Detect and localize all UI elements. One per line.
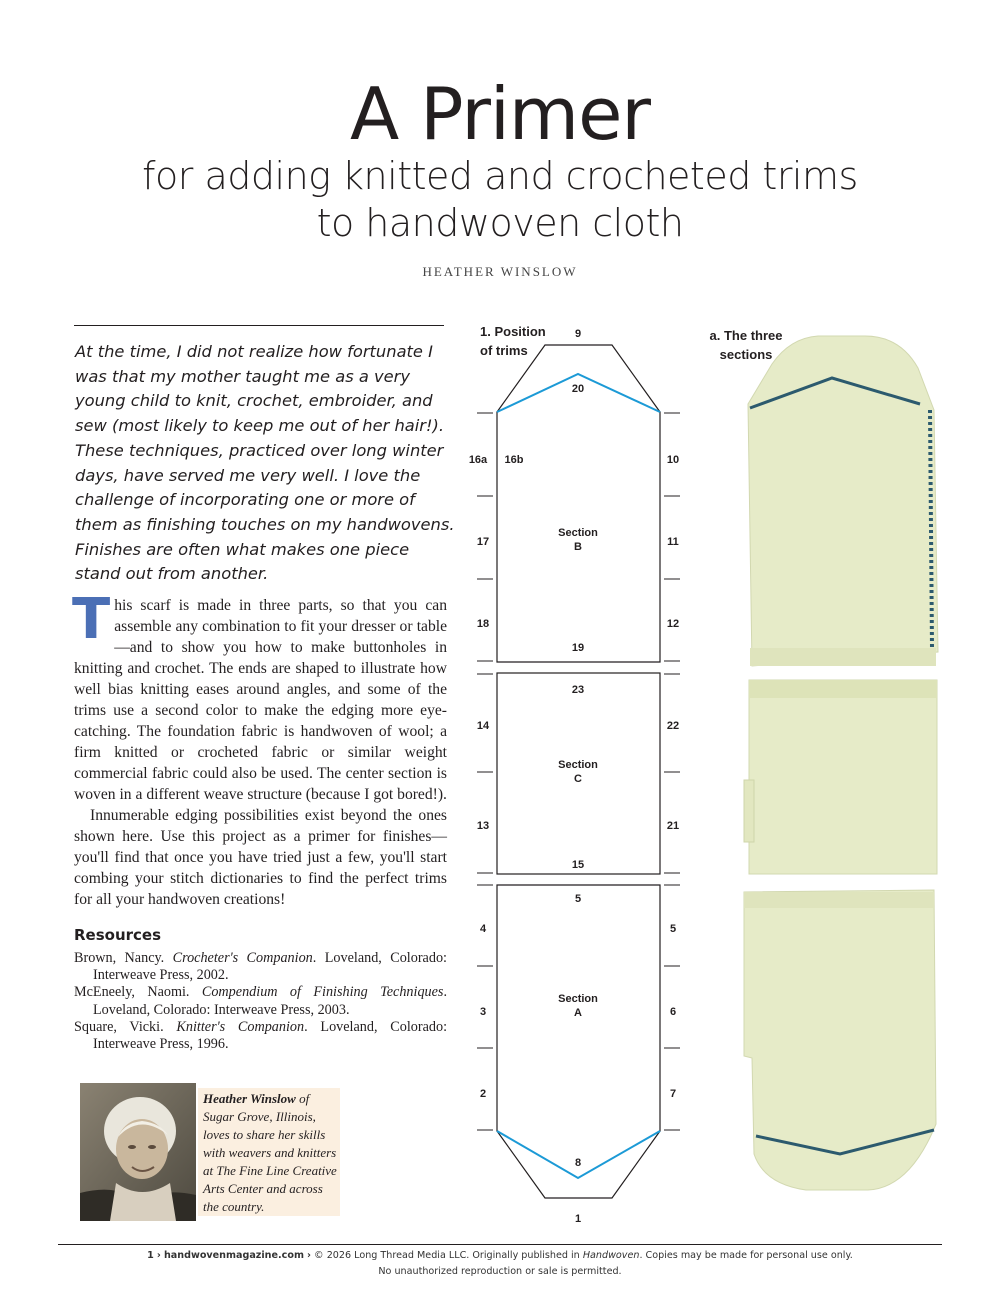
resource-author: McEneely, Naomi. [74, 984, 202, 1001]
trim-position-diagram [460, 318, 700, 1230]
section-b-word: Section [558, 527, 598, 539]
intro-paragraph: At the time, I did not realize how fortunate I was that my mother taught me as a very young child to knit, crochet, embroider, and sew (most likely to keep me out of her hair!). These techniques, practiced over long winter days, have served me very well. I love the challenge of incorporating one or more of them as finishing touches on my handwovens. Finishes are often what makes one piece stand out from another. [75, 342, 455, 584]
trim-line-8 [497, 1131, 660, 1178]
fabric-border-c [749, 680, 937, 698]
fabric-border-b [750, 648, 936, 666]
three-sections-photo [700, 318, 960, 1230]
site-link[interactable]: handwovenmagazine.com [163, 1250, 304, 1261]
label-21: 21 [666, 820, 680, 832]
label-13: 13 [476, 820, 490, 832]
author-bio [203, 1090, 337, 1216]
copyright-text: © 2026 Long Thread Media LLC. Originally published in [314, 1250, 583, 1261]
label-6: 6 [669, 1006, 677, 1018]
resource-item [74, 950, 447, 984]
section-c-letter: C [574, 773, 582, 785]
label-9: 9 [574, 328, 582, 340]
resource-author: Brown, Nancy. [74, 950, 173, 966]
fabric-section-c [749, 680, 937, 874]
footer-rule [58, 1244, 942, 1245]
author-byline: HEATHER WINSLOW [422, 264, 578, 279]
label-22: 22 [666, 720, 680, 732]
article-subtitle-line1: for adding knitted and crocheted trims [142, 154, 858, 198]
resource-item [74, 1019, 447, 1053]
section-c-word: Section [558, 759, 598, 771]
fabric-section-b [748, 336, 938, 666]
label-11: 11 [667, 536, 679, 548]
copyright-text-end: . Copies may be made for personal use only. [639, 1250, 853, 1261]
label-5: 5 [669, 923, 677, 935]
article-title: A Primer [350, 72, 650, 156]
label-15: 15 [571, 859, 585, 871]
section-a-letter: A [574, 1007, 582, 1019]
photo-caption-line1: a. The three [709, 328, 783, 343]
label-12: 12 [666, 618, 680, 630]
label-1: 1 [574, 1213, 582, 1225]
label-5-top: 5 [574, 893, 582, 905]
resource-title: Compendium of Finishing Techniques [201, 984, 444, 1001]
drop-cap: T [72, 587, 111, 652]
article-subtitle-line2: to handwoven cloth [316, 201, 684, 245]
label-18: 18 [476, 618, 490, 630]
body-paragraph-2: Innumerable edging possibilities exist beyond the ones shown here. Use this project as a primer for finishes—you'll find that once you have tried just a few, you'll start combing your stitch dictionaries to find the perfect trims for all your handwoven creations! [74, 807, 447, 908]
label-20: 20 [571, 383, 585, 395]
fabric-border-a [744, 892, 934, 908]
page-number: 1 [147, 1250, 154, 1261]
label-16b: 16b [504, 454, 524, 466]
resources-heading: Resources [74, 926, 162, 944]
footer-line2: No unauthorized reproduction or sale is permitted. [378, 1266, 622, 1277]
label-14: 14 [476, 720, 490, 732]
resource-publisher: . Loveland, Colorado: Interweave Press, 2002. [93, 950, 447, 984]
diagram-caption-line2: of trims [480, 343, 528, 358]
resource-author: Square, Vicki. [74, 1018, 177, 1035]
author-bio-text: of Sugar Grove, Illinois, loves to share her skills with weavers and knitters at The Fine Line Creative Arts Center and across the country. [203, 1091, 337, 1214]
body-paragraph-1 [72, 587, 447, 805]
diagram-caption-line1: 1. Position [480, 324, 546, 339]
author-name: Heather Winslow [203, 1091, 296, 1106]
author-portrait-photo [80, 1083, 196, 1221]
label-4: 4 [479, 923, 487, 935]
resource-publisher: . Loveland, Colorado: Interweave Press, 2003. [93, 984, 447, 1018]
section-b-letter: B [574, 541, 582, 553]
photo-caption-line2: sections [719, 347, 773, 362]
body-paragraph-1-text: his scarf is made in three parts, so that you can assemble any combination to fit your dresser or table—and to show you how to make buttonholes in knitting and crochet. The ends are shaped to illustrate how well bias knitting eases around angles, and some of the trims use a second color to make the edging more eye-catching. The foundation fabric is handwoven of wool; a firm knitted or crocheted fabric or similar weight commercial fabric could also be used. The center section is woven in a different weave structure (because I got bored!). [74, 597, 447, 803]
label-3: 3 [479, 1006, 487, 1018]
label-19: 19 [571, 642, 585, 654]
resources-list [74, 950, 447, 1053]
label-8: 8 [574, 1157, 582, 1169]
left-tick-marks [477, 413, 493, 1130]
fabric-section-a [744, 890, 936, 1190]
magazine-name: Handwoven [582, 1250, 640, 1261]
resource-title: Crocheter's Companion [172, 950, 313, 966]
section-a-outline [497, 885, 660, 1198]
fabric-tab-c [744, 780, 754, 842]
label-16a: 16a [468, 454, 488, 466]
label-10: 10 [666, 454, 680, 466]
footer-line1: 1 › handwovenmagazine.com › © 2026 Long Thread Media LLC. Originally published in Handwoven. Copies may be made for personal use only. [147, 1250, 853, 1261]
article-body [72, 587, 447, 910]
section-a-word: Section [558, 993, 598, 1005]
label-17: 17 [476, 536, 490, 548]
label-2: 2 [479, 1088, 487, 1100]
intro-top-rule [74, 325, 444, 326]
label-23: 23 [571, 684, 585, 696]
right-tick-marks [664, 413, 680, 1130]
resource-item [74, 984, 447, 1018]
label-7: 7 [669, 1088, 677, 1100]
resource-publisher: . Loveland, Colorado: Interweave Press, 1996. [93, 1018, 448, 1053]
resource-title: Knitter's Companion [176, 1018, 305, 1035]
